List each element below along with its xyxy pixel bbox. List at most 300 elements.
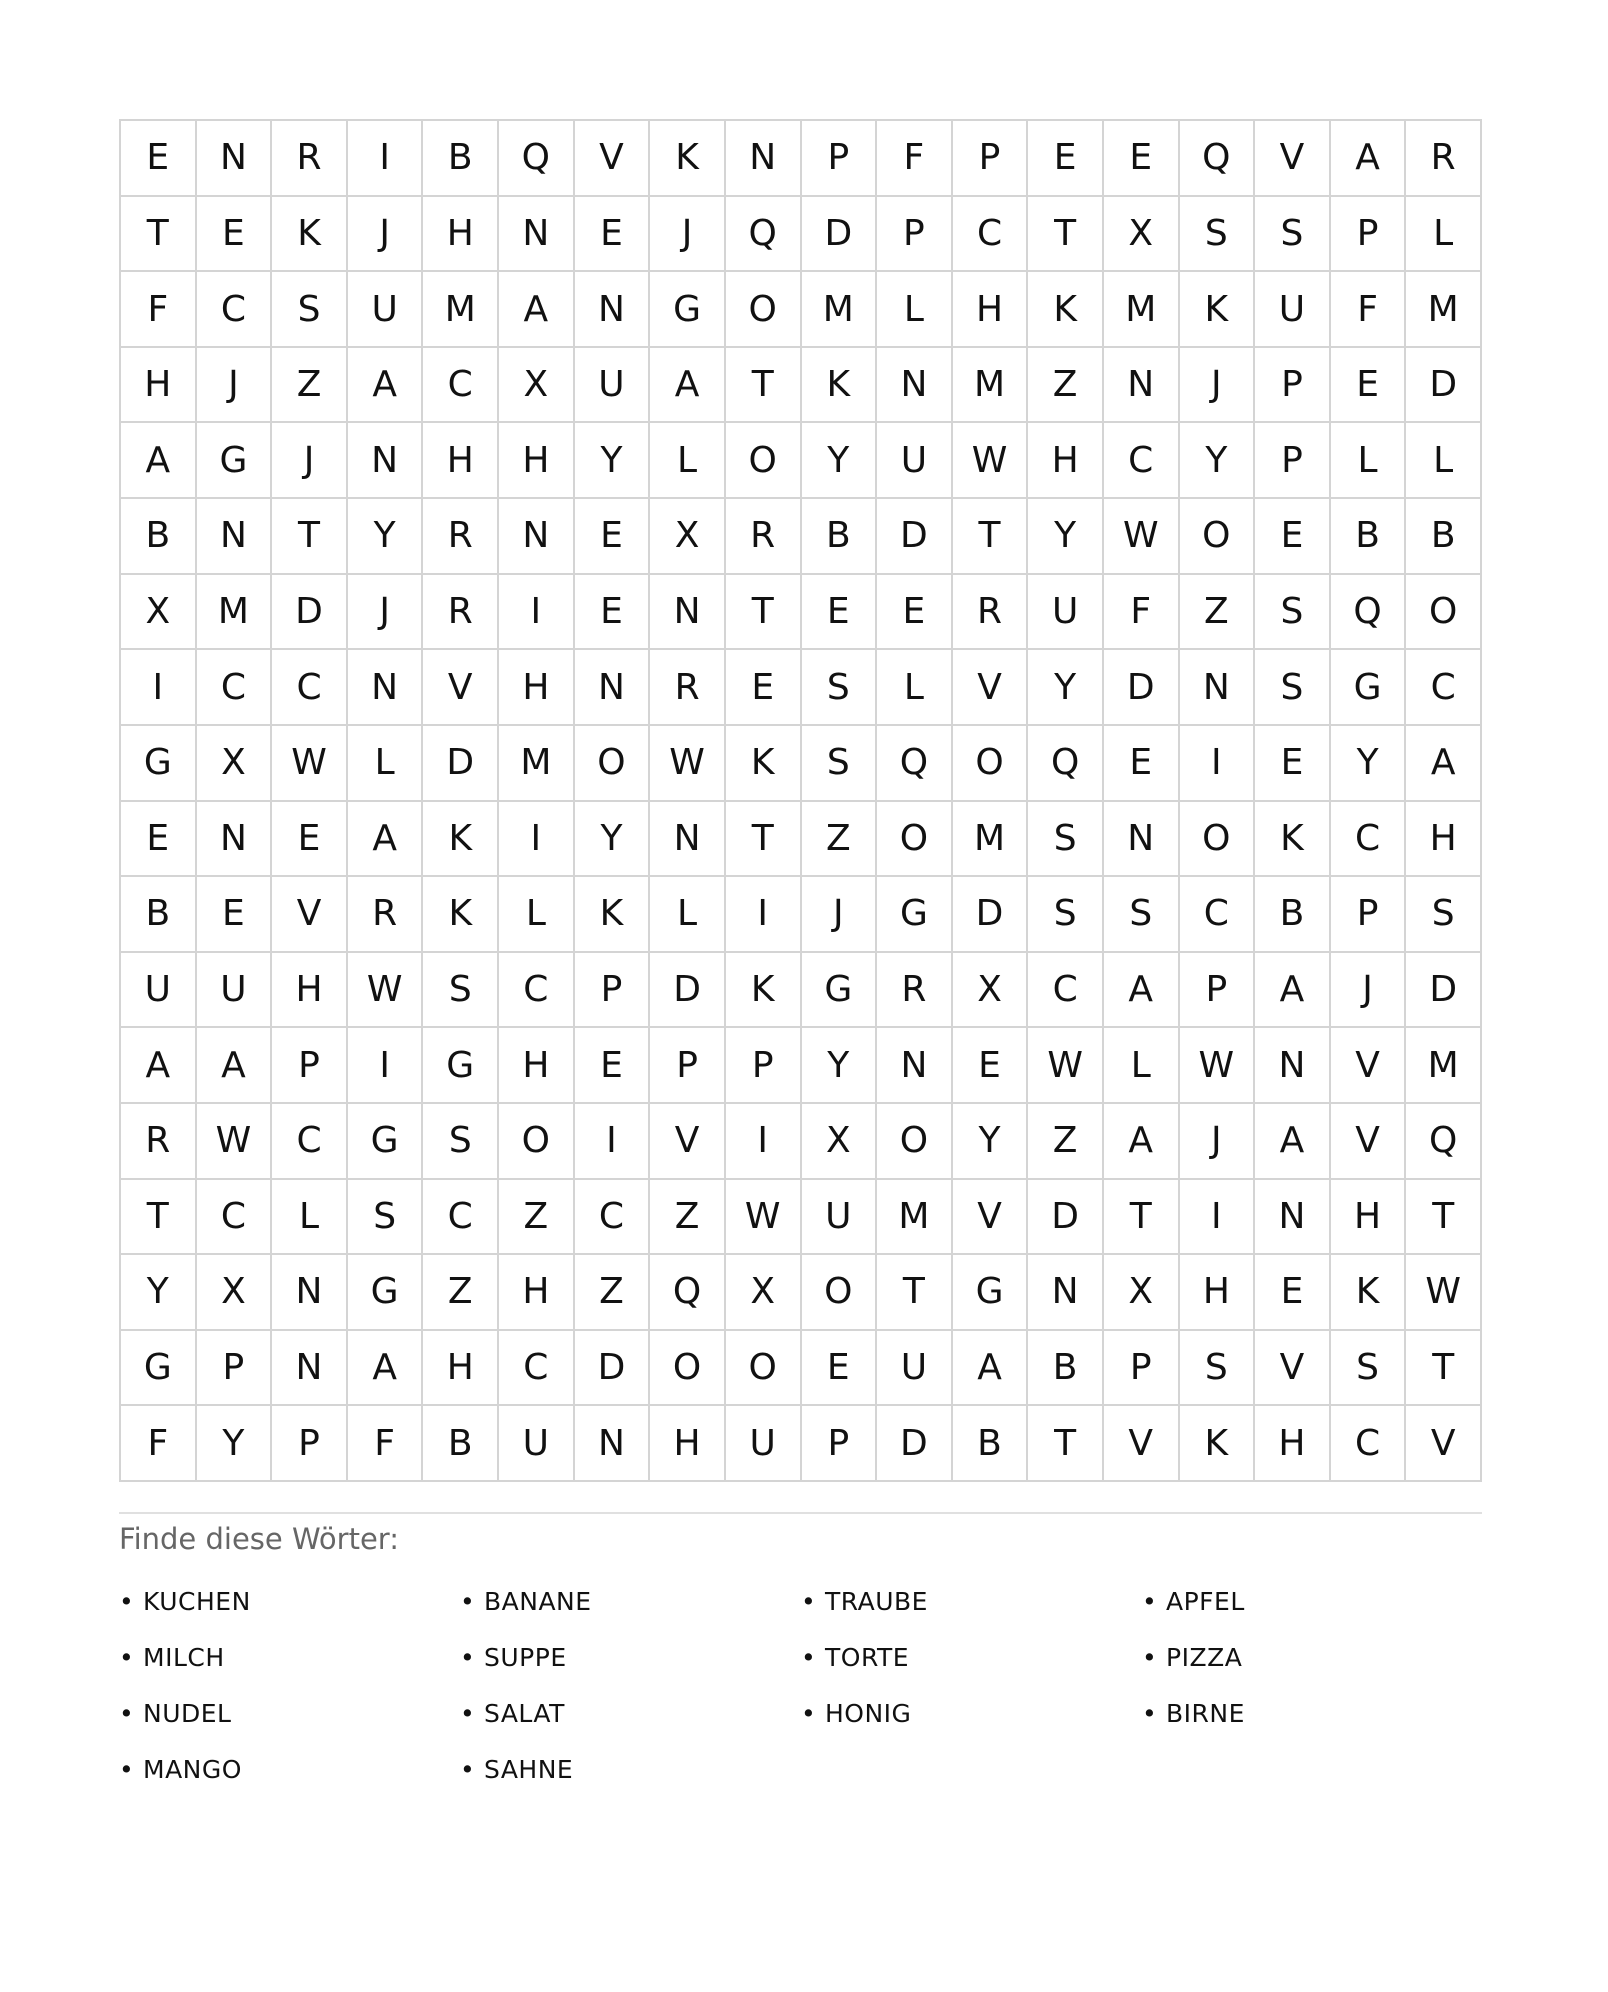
grid-cell[interactable]: Z (1180, 575, 1256, 651)
grid-cell[interactable]: P (953, 121, 1029, 197)
grid-cell[interactable]: U (802, 1180, 878, 1256)
grid-cell[interactable]: S (1028, 877, 1104, 953)
grid-cell[interactable]: X (802, 1104, 878, 1180)
grid-cell[interactable]: W (953, 423, 1029, 499)
grid-cell[interactable]: V (953, 1180, 1029, 1256)
grid-cell[interactable]: T (121, 1180, 197, 1256)
grid-cell[interactable]: U (877, 423, 953, 499)
grid-cell[interactable]: S (802, 726, 878, 802)
grid-cell[interactable]: Y (197, 1406, 273, 1482)
grid-cell[interactable]: X (121, 575, 197, 651)
grid-cell[interactable]: P (272, 1028, 348, 1104)
grid-cell[interactable]: E (1255, 499, 1331, 575)
grid-cell[interactable]: I (1180, 726, 1256, 802)
grid-cell[interactable]: Q (726, 197, 802, 273)
grid-cell[interactable]: A (1406, 726, 1482, 802)
grid-cell[interactable]: V (1406, 1406, 1482, 1482)
grid-cell[interactable]: C (1104, 423, 1180, 499)
grid-cell[interactable]: O (802, 1255, 878, 1331)
grid-cell[interactable]: C (272, 650, 348, 726)
grid-cell[interactable]: S (1255, 575, 1331, 651)
grid-cell[interactable]: V (953, 650, 1029, 726)
grid-cell[interactable]: R (953, 575, 1029, 651)
grid-cell[interactable]: R (650, 650, 726, 726)
grid-cell[interactable]: N (1104, 802, 1180, 878)
grid-cell[interactable]: S (802, 650, 878, 726)
grid-cell[interactable]: G (650, 272, 726, 348)
grid-cell[interactable]: Z (575, 1255, 651, 1331)
grid-cell[interactable]: D (650, 953, 726, 1029)
grid-cell[interactable]: C (953, 197, 1029, 273)
grid-cell[interactable]: L (1406, 423, 1482, 499)
grid-cell[interactable]: H (499, 1028, 575, 1104)
grid-cell[interactable]: P (1331, 197, 1407, 273)
grid-cell[interactable]: M (802, 272, 878, 348)
grid-cell[interactable]: Q (499, 121, 575, 197)
grid-cell[interactable]: Z (1028, 348, 1104, 424)
grid-cell[interactable]: W (650, 726, 726, 802)
grid-cell[interactable]: A (1255, 953, 1331, 1029)
grid-cell[interactable]: F (877, 121, 953, 197)
grid-cell[interactable]: Y (802, 423, 878, 499)
grid-cell[interactable]: J (272, 423, 348, 499)
grid-cell[interactable]: O (1180, 499, 1256, 575)
grid-cell[interactable]: H (121, 348, 197, 424)
grid-cell[interactable]: P (1255, 348, 1331, 424)
grid-cell[interactable]: Y (1331, 726, 1407, 802)
grid-cell[interactable]: M (1104, 272, 1180, 348)
grid-cell[interactable]: T (953, 499, 1029, 575)
grid-cell[interactable]: M (953, 348, 1029, 424)
grid-cell[interactable]: E (575, 197, 651, 273)
grid-cell[interactable]: E (953, 1028, 1029, 1104)
grid-cell[interactable]: U (121, 953, 197, 1029)
grid-cell[interactable]: D (1406, 348, 1482, 424)
grid-cell[interactable]: W (272, 726, 348, 802)
grid-cell[interactable]: A (499, 272, 575, 348)
grid-cell[interactable]: E (575, 575, 651, 651)
grid-cell[interactable]: H (1028, 423, 1104, 499)
grid-cell[interactable]: R (348, 877, 424, 953)
grid-cell[interactable]: S (423, 953, 499, 1029)
grid-cell[interactable]: Y (121, 1255, 197, 1331)
grid-cell[interactable]: S (1104, 877, 1180, 953)
grid-cell[interactable]: G (953, 1255, 1029, 1331)
grid-cell[interactable]: O (877, 802, 953, 878)
grid-cell[interactable]: U (575, 348, 651, 424)
grid-cell[interactable]: X (499, 348, 575, 424)
grid-cell[interactable]: C (197, 650, 273, 726)
grid-cell[interactable]: G (877, 877, 953, 953)
grid-cell[interactable]: B (1255, 877, 1331, 953)
grid-cell[interactable]: Y (348, 499, 424, 575)
grid-cell[interactable]: O (726, 1331, 802, 1407)
grid-cell[interactable]: P (1331, 877, 1407, 953)
grid-cell[interactable]: V (1331, 1104, 1407, 1180)
grid-cell[interactable]: H (423, 423, 499, 499)
grid-cell[interactable]: O (1180, 802, 1256, 878)
grid-cell[interactable]: C (197, 272, 273, 348)
grid-cell[interactable]: I (499, 575, 575, 651)
grid-cell[interactable]: E (575, 499, 651, 575)
grid-cell[interactable]: Y (802, 1028, 878, 1104)
grid-cell[interactable]: Z (1028, 1104, 1104, 1180)
grid-cell[interactable]: N (197, 802, 273, 878)
grid-cell[interactable]: S (1180, 1331, 1256, 1407)
grid-cell[interactable]: N (650, 575, 726, 651)
grid-cell[interactable]: V (1331, 1028, 1407, 1104)
grid-cell[interactable]: Q (1180, 121, 1256, 197)
grid-cell[interactable]: P (1255, 423, 1331, 499)
grid-cell[interactable]: E (877, 575, 953, 651)
grid-cell[interactable]: A (1331, 121, 1407, 197)
grid-cell[interactable]: V (575, 121, 651, 197)
grid-cell[interactable]: O (953, 726, 1029, 802)
grid-cell[interactable]: G (197, 423, 273, 499)
grid-cell[interactable]: H (423, 197, 499, 273)
grid-cell[interactable]: X (953, 953, 1029, 1029)
grid-cell[interactable]: A (650, 348, 726, 424)
grid-cell[interactable]: Q (877, 726, 953, 802)
grid-cell[interactable]: D (877, 1406, 953, 1482)
grid-cell[interactable]: M (197, 575, 273, 651)
grid-cell[interactable]: K (802, 348, 878, 424)
grid-cell[interactable]: H (1255, 1406, 1331, 1482)
grid-cell[interactable]: E (1104, 121, 1180, 197)
grid-cell[interactable]: U (1255, 272, 1331, 348)
grid-cell[interactable]: Y (1180, 423, 1256, 499)
grid-cell[interactable]: K (650, 121, 726, 197)
grid-cell[interactable]: U (348, 272, 424, 348)
grid-cell[interactable]: W (348, 953, 424, 1029)
grid-cell[interactable]: Z (802, 802, 878, 878)
grid-cell[interactable]: L (1331, 423, 1407, 499)
grid-cell[interactable]: K (1255, 802, 1331, 878)
grid-cell[interactable]: V (650, 1104, 726, 1180)
grid-cell[interactable]: A (121, 1028, 197, 1104)
grid-cell[interactable]: N (575, 650, 651, 726)
grid-cell[interactable]: U (499, 1406, 575, 1482)
grid-cell[interactable]: D (1028, 1180, 1104, 1256)
grid-cell[interactable]: P (575, 953, 651, 1029)
grid-cell[interactable]: A (1104, 1104, 1180, 1180)
grid-cell[interactable]: T (1406, 1331, 1482, 1407)
grid-cell[interactable]: E (1255, 1255, 1331, 1331)
grid-cell[interactable]: K (575, 877, 651, 953)
grid-cell[interactable]: W (1028, 1028, 1104, 1104)
grid-cell[interactable]: X (1104, 197, 1180, 273)
grid-cell[interactable]: O (726, 272, 802, 348)
grid-cell[interactable]: I (575, 1104, 651, 1180)
grid-cell[interactable]: C (499, 1331, 575, 1407)
grid-cell[interactable]: G (121, 726, 197, 802)
grid-cell[interactable]: Q (1028, 726, 1104, 802)
grid-cell[interactable]: O (877, 1104, 953, 1180)
grid-cell[interactable]: U (726, 1406, 802, 1482)
grid-cell[interactable]: E (1028, 121, 1104, 197)
grid-cell[interactable]: E (1331, 348, 1407, 424)
grid-cell[interactable]: H (953, 272, 1029, 348)
grid-cell[interactable]: W (1180, 1028, 1256, 1104)
grid-cell[interactable]: F (348, 1406, 424, 1482)
grid-cell[interactable]: H (499, 1255, 575, 1331)
grid-cell[interactable]: F (1104, 575, 1180, 651)
grid-cell[interactable]: T (1028, 197, 1104, 273)
grid-cell[interactable]: Y (1028, 650, 1104, 726)
letter-grid[interactable] (119, 119, 1482, 1482)
grid-cell[interactable]: A (197, 1028, 273, 1104)
grid-cell[interactable]: I (726, 1104, 802, 1180)
grid-cell[interactable]: N (499, 197, 575, 273)
grid-cell[interactable]: T (726, 802, 802, 878)
grid-cell[interactable]: H (650, 1406, 726, 1482)
grid-cell[interactable]: P (650, 1028, 726, 1104)
grid-cell[interactable]: J (348, 197, 424, 273)
grid-cell[interactable]: E (197, 197, 273, 273)
grid-cell[interactable]: N (1255, 1028, 1331, 1104)
grid-cell[interactable]: O (499, 1104, 575, 1180)
grid-cell[interactable]: I (348, 121, 424, 197)
grid-cell[interactable]: W (726, 1180, 802, 1256)
grid-cell[interactable]: O (1406, 575, 1482, 651)
grid-cell[interactable]: N (650, 802, 726, 878)
grid-cell[interactable]: N (1180, 650, 1256, 726)
grid-cell[interactable]: P (877, 197, 953, 273)
grid-cell[interactable]: J (1331, 953, 1407, 1029)
grid-cell[interactable]: J (197, 348, 273, 424)
grid-cell[interactable]: N (499, 499, 575, 575)
grid-cell[interactable]: A (953, 1331, 1029, 1407)
grid-cell[interactable]: Z (499, 1180, 575, 1256)
grid-cell[interactable]: H (1406, 802, 1482, 878)
grid-cell[interactable]: T (877, 1255, 953, 1331)
grid-cell[interactable]: M (499, 726, 575, 802)
grid-cell[interactable]: V (423, 650, 499, 726)
grid-cell[interactable]: E (272, 802, 348, 878)
grid-cell[interactable]: P (1104, 1331, 1180, 1407)
grid-cell[interactable]: K (726, 726, 802, 802)
grid-cell[interactable]: E (575, 1028, 651, 1104)
grid-cell[interactable]: W (1406, 1255, 1482, 1331)
grid-cell[interactable]: C (197, 1180, 273, 1256)
grid-cell[interactable]: B (1028, 1331, 1104, 1407)
grid-cell[interactable]: H (272, 953, 348, 1029)
grid-cell[interactable]: J (650, 197, 726, 273)
grid-cell[interactable]: F (121, 272, 197, 348)
grid-cell[interactable]: X (726, 1255, 802, 1331)
grid-cell[interactable]: C (1028, 953, 1104, 1029)
grid-cell[interactable]: V (272, 877, 348, 953)
grid-cell[interactable]: T (272, 499, 348, 575)
grid-cell[interactable]: G (802, 953, 878, 1029)
grid-cell[interactable]: F (1331, 272, 1407, 348)
grid-cell[interactable]: M (423, 272, 499, 348)
grid-cell[interactable]: D (1104, 650, 1180, 726)
grid-cell[interactable]: D (1406, 953, 1482, 1029)
grid-cell[interactable]: H (423, 1331, 499, 1407)
grid-cell[interactable]: I (121, 650, 197, 726)
grid-cell[interactable]: I (726, 877, 802, 953)
grid-cell[interactable]: N (197, 499, 273, 575)
grid-cell[interactable]: K (1028, 272, 1104, 348)
grid-cell[interactable]: P (802, 1406, 878, 1482)
grid-cell[interactable]: L (272, 1180, 348, 1256)
grid-cell[interactable]: R (423, 575, 499, 651)
grid-cell[interactable]: K (1180, 1406, 1256, 1482)
grid-cell[interactable]: N (272, 1331, 348, 1407)
grid-cell[interactable]: E (1104, 726, 1180, 802)
grid-cell[interactable]: N (575, 1406, 651, 1482)
grid-cell[interactable]: B (423, 1406, 499, 1482)
grid-cell[interactable]: R (877, 953, 953, 1029)
grid-cell[interactable]: S (1255, 650, 1331, 726)
grid-cell[interactable]: G (348, 1104, 424, 1180)
grid-cell[interactable]: M (1406, 272, 1482, 348)
grid-cell[interactable]: B (953, 1406, 1029, 1482)
grid-cell[interactable]: G (348, 1255, 424, 1331)
grid-cell[interactable]: Y (953, 1104, 1029, 1180)
grid-cell[interactable]: C (1180, 877, 1256, 953)
grid-cell[interactable]: E (802, 575, 878, 651)
grid-cell[interactable]: I (348, 1028, 424, 1104)
grid-cell[interactable]: C (1406, 650, 1482, 726)
grid-cell[interactable]: L (877, 650, 953, 726)
grid-cell[interactable]: R (121, 1104, 197, 1180)
grid-cell[interactable]: M (877, 1180, 953, 1256)
grid-cell[interactable]: N (1104, 348, 1180, 424)
grid-cell[interactable]: G (423, 1028, 499, 1104)
grid-cell[interactable]: L (877, 272, 953, 348)
grid-cell[interactable]: B (121, 499, 197, 575)
grid-cell[interactable]: T (726, 348, 802, 424)
grid-cell[interactable]: U (1028, 575, 1104, 651)
grid-cell[interactable]: Y (575, 423, 651, 499)
grid-cell[interactable]: F (121, 1406, 197, 1482)
grid-cell[interactable]: X (1104, 1255, 1180, 1331)
grid-cell[interactable]: V (1104, 1406, 1180, 1482)
grid-cell[interactable]: E (121, 121, 197, 197)
grid-cell[interactable]: S (1255, 197, 1331, 273)
grid-cell[interactable]: S (272, 272, 348, 348)
grid-cell[interactable]: N (575, 272, 651, 348)
grid-cell[interactable]: Z (423, 1255, 499, 1331)
grid-cell[interactable]: N (272, 1255, 348, 1331)
grid-cell[interactable]: X (197, 726, 273, 802)
grid-cell[interactable]: R (1406, 121, 1482, 197)
grid-cell[interactable]: P (726, 1028, 802, 1104)
grid-cell[interactable]: N (348, 650, 424, 726)
grid-cell[interactable]: K (423, 802, 499, 878)
grid-cell[interactable]: D (272, 575, 348, 651)
grid-cell[interactable]: H (1331, 1180, 1407, 1256)
grid-cell[interactable]: Y (1028, 499, 1104, 575)
grid-cell[interactable]: P (1180, 953, 1256, 1029)
grid-cell[interactable]: N (877, 348, 953, 424)
grid-cell[interactable]: R (726, 499, 802, 575)
grid-cell[interactable]: D (877, 499, 953, 575)
grid-cell[interactable]: X (650, 499, 726, 575)
grid-cell[interactable]: O (726, 423, 802, 499)
grid-cell[interactable]: Q (1331, 575, 1407, 651)
grid-cell[interactable]: I (499, 802, 575, 878)
grid-cell[interactable]: D (575, 1331, 651, 1407)
grid-cell[interactable]: L (348, 726, 424, 802)
grid-cell[interactable]: J (1180, 348, 1256, 424)
grid-cell[interactable]: C (1331, 802, 1407, 878)
grid-cell[interactable]: K (272, 197, 348, 273)
grid-cell[interactable]: N (197, 121, 273, 197)
grid-cell[interactable]: H (499, 423, 575, 499)
grid-cell[interactable]: I (1180, 1180, 1256, 1256)
grid-cell[interactable]: D (953, 877, 1029, 953)
grid-cell[interactable]: C (1331, 1406, 1407, 1482)
grid-cell[interactable]: S (348, 1180, 424, 1256)
grid-cell[interactable]: U (197, 953, 273, 1029)
grid-cell[interactable]: T (1028, 1406, 1104, 1482)
grid-cell[interactable]: C (499, 953, 575, 1029)
grid-cell[interactable]: Q (1406, 1104, 1482, 1180)
grid-cell[interactable]: O (575, 726, 651, 802)
grid-cell[interactable]: C (423, 348, 499, 424)
grid-cell[interactable]: S (1406, 877, 1482, 953)
grid-cell[interactable]: S (1331, 1331, 1407, 1407)
grid-cell[interactable]: V (1255, 1331, 1331, 1407)
grid-cell[interactable]: S (423, 1104, 499, 1180)
grid-cell[interactable]: L (499, 877, 575, 953)
grid-cell[interactable]: S (1180, 197, 1256, 273)
grid-cell[interactable]: J (1180, 1104, 1256, 1180)
grid-cell[interactable]: A (1104, 953, 1180, 1029)
grid-cell[interactable]: Y (575, 802, 651, 878)
grid-cell[interactable]: Z (272, 348, 348, 424)
grid-cell[interactable]: C (575, 1180, 651, 1256)
grid-cell[interactable]: K (1180, 272, 1256, 348)
grid-cell[interactable]: G (1331, 650, 1407, 726)
grid-cell[interactable]: E (802, 1331, 878, 1407)
grid-cell[interactable]: B (802, 499, 878, 575)
grid-cell[interactable]: L (650, 877, 726, 953)
grid-cell[interactable]: O (650, 1331, 726, 1407)
grid-cell[interactable]: W (197, 1104, 273, 1180)
grid-cell[interactable]: N (348, 423, 424, 499)
grid-cell[interactable]: C (272, 1104, 348, 1180)
grid-cell[interactable]: N (1255, 1180, 1331, 1256)
grid-cell[interactable]: P (197, 1331, 273, 1407)
grid-cell[interactable]: N (877, 1028, 953, 1104)
grid-cell[interactable]: E (121, 802, 197, 878)
grid-cell[interactable]: P (272, 1406, 348, 1482)
grid-cell[interactable]: M (1406, 1028, 1482, 1104)
grid-cell[interactable]: Z (650, 1180, 726, 1256)
grid-cell[interactable]: L (650, 423, 726, 499)
grid-cell[interactable]: E (197, 877, 273, 953)
grid-cell[interactable]: U (877, 1331, 953, 1407)
grid-cell[interactable]: T (1406, 1180, 1482, 1256)
grid-cell[interactable]: A (1255, 1104, 1331, 1180)
grid-cell[interactable]: B (1331, 499, 1407, 575)
grid-cell[interactable]: A (348, 348, 424, 424)
grid-cell[interactable]: K (423, 877, 499, 953)
grid-cell[interactable]: X (197, 1255, 273, 1331)
grid-cell[interactable]: Q (650, 1255, 726, 1331)
grid-cell[interactable]: C (423, 1180, 499, 1256)
grid-cell[interactable]: M (953, 802, 1029, 878)
grid-cell[interactable]: H (499, 650, 575, 726)
grid-cell[interactable]: R (272, 121, 348, 197)
grid-cell[interactable]: J (348, 575, 424, 651)
grid-cell[interactable]: T (121, 197, 197, 273)
grid-cell[interactable]: D (802, 197, 878, 273)
